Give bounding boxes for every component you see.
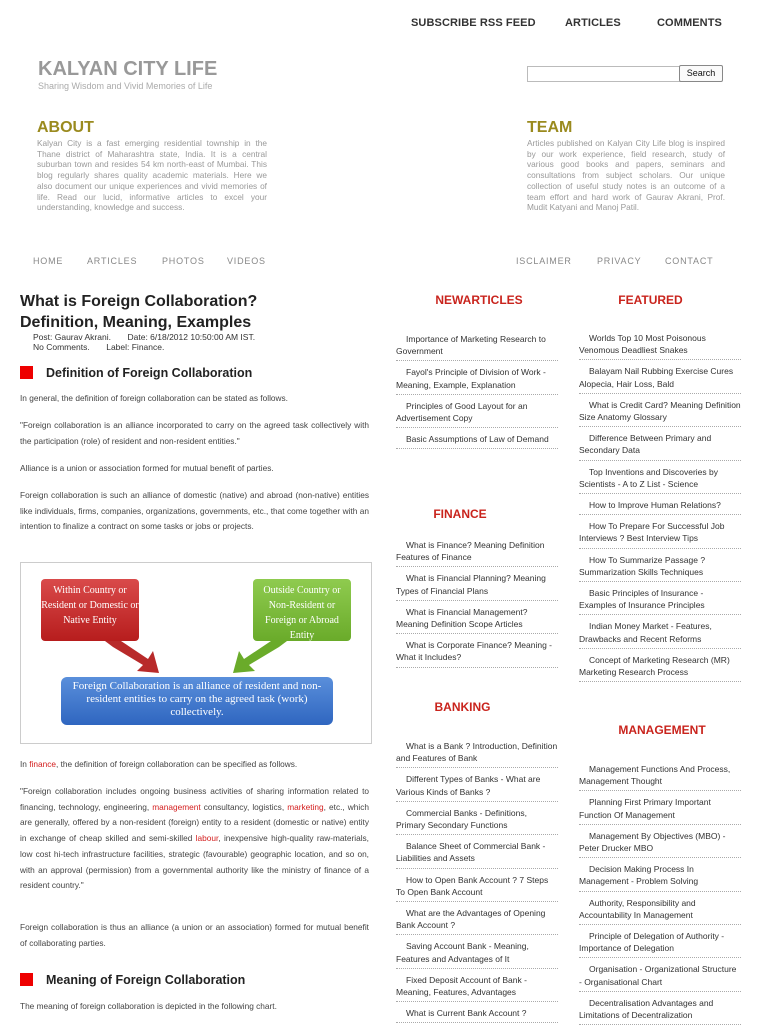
paragraph xyxy=(20,757,369,773)
list-item[interactable]: What is Financial Management? Meaning Definition Scope Articles xyxy=(396,601,558,634)
newarticles-heading: NEWARTICLES xyxy=(435,293,523,307)
top-nav xyxy=(0,17,768,33)
list-item[interactable]: Organisation - Organizational Structure - Organisational Chart xyxy=(579,958,741,991)
management-link[interactable]: management xyxy=(152,801,201,812)
list-item[interactable]: Basic Principles of Insurance - Examples of Insurance Principles xyxy=(579,582,741,615)
paragraph: In general, the definition of foreign collaboration can be stated as follows. xyxy=(20,393,288,403)
list-item[interactable]: Concept of Marketing Research (MR) Marketing Research Process xyxy=(579,649,741,682)
list-item[interactable]: How To Prepare For Successful Job Interviews ? Best Interview Tips xyxy=(579,515,741,548)
subscribe-rss-link[interactable]: SUBSCRIBE RSS FEED xyxy=(411,17,536,29)
list-item[interactable]: Fixed Deposit Account of Bank - Meaning, Features, Advantages xyxy=(396,969,558,1002)
list-item[interactable]: Decision Making Process In Management - Problem Solving xyxy=(579,858,741,891)
list-item[interactable]: Decentralisation Advantages and Limitations of Decentralization xyxy=(579,992,741,1025)
search-input[interactable] xyxy=(527,66,683,82)
nav-privacy[interactable]: PRIVACY xyxy=(597,256,642,266)
list-item[interactable]: Management By Objectives (MBO) - Peter Drucker MBO xyxy=(579,825,741,858)
list-item[interactable]: What is Current Bank Account ? xyxy=(396,1002,558,1023)
paragraph: The meaning of foreign collaboration is depicted in the following chart. xyxy=(20,1001,277,1011)
nav-home[interactable]: HOME xyxy=(33,256,64,266)
list-item[interactable]: What is Credit Card? Meaning Definition Size Anatomy Glossary xyxy=(579,394,741,427)
team-text: Articles published on Kalyan City Life blog is inspired by our work experience, field research, study of various good books and papers, seminars and consultations from subject scholars. Our unique collection of useful study notes is an outcome of a team effort and hard work of Gaurav Akrani, Prof. Mudit Katyani and Manoj Patil. xyxy=(527,138,725,213)
list-item[interactable]: Different Types of Banks - What are Various Kinds of Banks ? xyxy=(396,768,558,801)
list-item[interactable]: Principle of Delegation of Authority - Importance of Delegation xyxy=(579,925,741,958)
list-item[interactable]: Difference Between Primary and Secondary Data xyxy=(579,427,741,460)
nav-photos[interactable]: PHOTOS xyxy=(162,256,205,266)
nav-videos[interactable]: VIDEOS xyxy=(227,256,266,266)
post-title xyxy=(20,291,380,333)
list-item[interactable]: Balance Sheet of Commercial Bank - Liabilities and Assets xyxy=(396,835,558,868)
nav-disclaimer[interactable]: ISCLAIMER xyxy=(516,256,572,266)
list-item[interactable]: What is a Bank ? Introduction, Definition and Features of Bank xyxy=(396,735,558,768)
list-item[interactable]: Authority, Responsibility and Accountability In Management xyxy=(579,892,741,925)
list-item[interactable]: Fayol's Principle of Division of Work - Meaning, Example, Explanation xyxy=(396,361,558,394)
list-item[interactable]: What is Financial Planning? Meaning Types of Financial Plans xyxy=(396,567,558,600)
marketing-link[interactable]: marketing xyxy=(287,801,324,812)
foreign-collaboration-diagram xyxy=(20,562,372,744)
list-item[interactable]: Worlds Top 10 Most Poisonous Venomous Deadliest Snakes xyxy=(579,327,741,360)
list-item[interactable]: How To Summarize Passage ? Summarization Skills Techniques xyxy=(579,549,741,582)
arrow-left-down-icon xyxy=(233,641,287,673)
text: consultancy, logistics, xyxy=(200,801,288,812)
section-heading-definition xyxy=(20,366,252,380)
paragraph: Foreign collaboration is such an alliance of domestic (native) and abroad (non-native) entities like individuals, firms, companies, organizations, governments, etc., that come together with an intention to finalize a contract on some tasks or jobs or projects. xyxy=(20,490,369,532)
list-item[interactable]: What is Corporate Finance? Meaning - What it Includes? xyxy=(396,634,558,667)
list-item[interactable]: What is Finance? Meaning Definition Features of Finance xyxy=(396,534,558,567)
text: In xyxy=(20,759,30,769)
about-title: ABOUT xyxy=(37,119,94,136)
finance-link[interactable]: finance xyxy=(29,759,56,769)
list-item[interactable]: Balayam Nail Rubbing Exercise Cures Alopecia, Hair Loss, Bald xyxy=(579,360,741,393)
list-item[interactable]: Management Functions And Process, Management Thought xyxy=(579,758,741,791)
paragraph: "Foreign collaboration is an alliance incorporated to carry on the agreed task collectively with the participation (role) of resident and non-resident entities." xyxy=(20,420,369,446)
post-meta xyxy=(33,333,255,352)
text: , the definition of foreign collaboration can be specified as follows. xyxy=(56,759,298,769)
team-title: TEAM xyxy=(527,119,573,136)
paragraph xyxy=(20,784,369,894)
finance-list xyxy=(396,534,558,668)
nav-contact[interactable]: CONTACT xyxy=(665,256,714,266)
list-item[interactable]: How to Open Bank Account ? 7 Steps To Open Bank Account xyxy=(396,869,558,902)
resident-entity-box: Within Country or Resident or Domestic or Native Entity xyxy=(41,579,139,641)
site-tagline: Sharing Wisdom and Vivid Memories of Life xyxy=(38,81,213,91)
list-item[interactable]: Basic Assumptions of Law of Demand xyxy=(396,428,558,449)
list-item[interactable]: Indian Money Market - Features, Drawbacks and Recent Reforms xyxy=(579,615,741,648)
list-item[interactable]: What are the Advantages of Opening Bank Account ? xyxy=(396,902,558,935)
newarticles-list xyxy=(396,328,558,449)
list-item[interactable]: How to Improve Human Relations? xyxy=(579,494,741,515)
list-item[interactable]: Importance of Marketing Research to Government xyxy=(396,328,558,361)
post-meta-line1: Post: Gaurav Akrani. Date: 6/18/2012 10:50:00 AM IST. xyxy=(33,332,256,342)
red-square-icon xyxy=(20,366,33,379)
featured-heading: FEATURED xyxy=(618,293,683,307)
list-item[interactable]: Principles of Good Layout for an Advertisement Copy xyxy=(396,395,558,428)
list-item[interactable]: Top Inventions and Discoveries by Scientists - A to Z List - Science xyxy=(579,461,741,494)
section-heading-text: Definition of Foreign Collaboration xyxy=(46,366,253,380)
nav-articles[interactable]: ARTICLES xyxy=(87,256,138,266)
text: "Foreign collaboration includes ongoing business activities of sharing information related to financing, technology, engineering, xyxy=(20,786,369,812)
management-list xyxy=(579,758,741,1025)
featured-list xyxy=(579,327,741,682)
top-articles-link[interactable]: ARTICLES xyxy=(565,17,621,29)
red-square-icon xyxy=(20,973,33,986)
paragraph: Foreign collaboration is thus an alliance (a union or an association) formed for mutual benefit of collaborating parties. xyxy=(20,922,369,948)
paragraph: Alliance is a union or association formed for mutual benefit of parties. xyxy=(20,463,274,473)
arrow-right-down-icon xyxy=(105,641,159,673)
labour-link[interactable]: labour xyxy=(195,833,219,844)
management-heading: MANAGEMENT xyxy=(618,723,706,737)
text: , inexpensive high-quality raw-materials, low cost hi-tech infrastructure facilities, strategic (favourable) geographic location, and so on, with an approval (permission) from a governmental authority like the ministry of finance of a resident country." xyxy=(20,833,369,891)
section-heading-meaning xyxy=(20,973,245,987)
list-item[interactable]: Saving Account Bank - Meaning, Features and Advantages of It xyxy=(396,935,558,968)
finance-heading: FINANCE xyxy=(433,507,487,521)
post-title-line1: What is Foreign Collaboration? xyxy=(20,293,258,310)
text: , etc., which are generally, offered by a non-resident (foreign) entity to a resident (domestic or native) entity in exchange of cheap skilled and semi-skilled xyxy=(20,801,369,844)
post-meta-line2: No Comments. Label: Finance. xyxy=(33,341,165,352)
site-title[interactable]: KALYAN CITY LIFE xyxy=(38,58,218,80)
post-title-line2: Definition, Meaning, Examples xyxy=(20,314,252,331)
banking-list xyxy=(396,735,558,1023)
top-comments-link[interactable]: COMMENTS xyxy=(657,17,722,29)
list-item[interactable]: Commercial Banks - Definitions, Primary Secondary Functions xyxy=(396,802,558,835)
foreign-collaboration-box: Foreign Collaboration is an alliance of resident and non-resident entities to carry on the agreed task (work) collectively. xyxy=(61,677,333,725)
search-button[interactable]: Search xyxy=(679,65,723,82)
non-resident-entity-box: Outside Country or Non-Resident or Foreign or Abroad Entity xyxy=(253,579,351,641)
list-item[interactable]: Planning First Primary Important Function Of Management xyxy=(579,791,741,824)
section-heading-text: Meaning of Foreign Collaboration xyxy=(46,973,246,987)
banking-heading: BANKING xyxy=(434,700,491,714)
about-text: Kalyan City is a fast emerging residential township in the Thane district of Maharashtra state, India. It is a central suburban town and resides 54 km north-east of Mumbai. This blog regularly shares quality academic materials. Here we also document our unique experiences and vivid memories of life. Read our lucid, informative articles to excel your understanding, knowledge and success. xyxy=(37,138,267,213)
